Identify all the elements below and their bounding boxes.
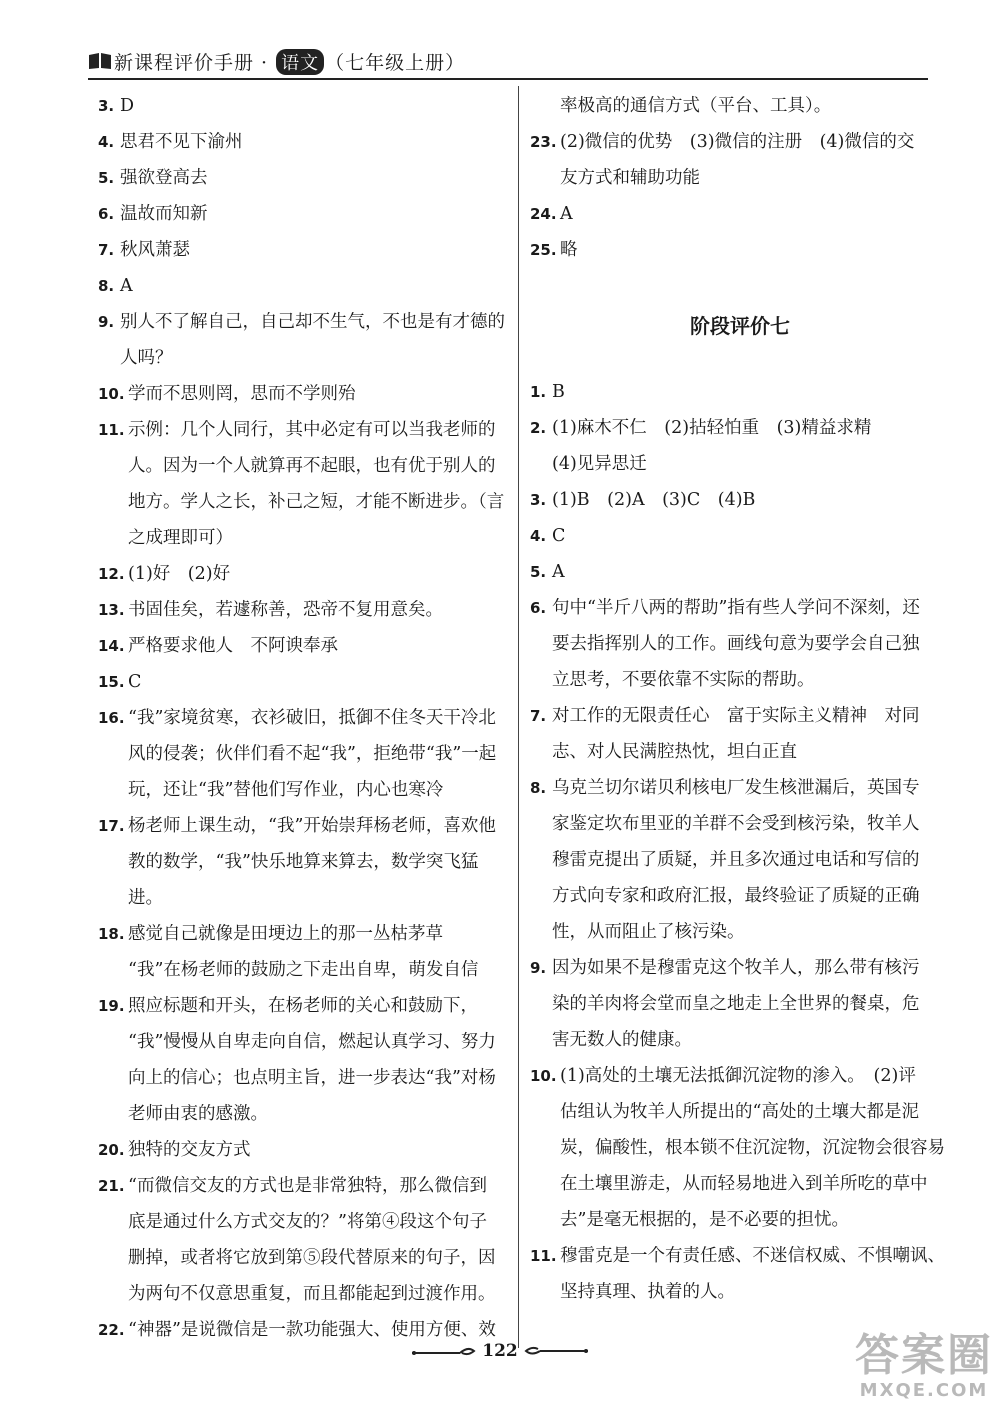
answer-line: C <box>552 526 566 546</box>
answer-number: 19. <box>98 997 125 1015</box>
answer-line: (1)好 (2)好 <box>128 564 231 584</box>
answer-line: 独特的交友方式 <box>128 1140 251 1160</box>
answer-item <box>530 374 950 410</box>
answer-line: 别人不了解自己，自己却不生气，不也是有才德的 <box>120 312 505 332</box>
answer-number: 21. <box>98 1177 125 1195</box>
answer-number: 11. <box>530 1247 557 1265</box>
answer-line: 向上的信心；也点明主旨，进一步表达“我”对杨 <box>128 1068 496 1088</box>
answer-number: 25. <box>530 241 557 259</box>
answer-item <box>98 808 510 916</box>
answer-item <box>98 700 510 808</box>
answer-line: (1)B (2)A (3)C (4)B <box>552 490 756 510</box>
answer-number: 7. <box>530 707 547 725</box>
watermark-cn: 答案圈 <box>855 1330 993 1381</box>
answer-line: “神器”是说微信是一款功能强大、使用方便、效 <box>128 1320 496 1340</box>
answer-line: 地方。学人之长，补己之短，才能不断进步。（言 <box>128 492 505 512</box>
answer-line: 杨老师上课生动，“我”开始崇拜杨老师，喜欢他 <box>128 816 496 836</box>
answer-line: 删掉，或者将它放到第⑤段代替原来的句子，因 <box>128 1248 496 1268</box>
answer-line: 书固佳矣，若遽称善，恐帝不复用意矣。 <box>128 600 443 620</box>
answer-number: 5. <box>530 563 547 581</box>
answer-item <box>98 1132 510 1168</box>
watermark-en: MXQE.COM <box>859 1380 989 1401</box>
answer-number: 8. <box>530 779 547 797</box>
answer-line: C <box>128 672 142 692</box>
answer-item <box>530 590 950 698</box>
answer-line: 方式向专家和政府汇报，最终验证了质疑的正确 <box>552 886 920 906</box>
answer-item <box>98 196 510 232</box>
answer-line: 之成理即可） <box>128 528 233 548</box>
answer-line: 秋风萧瑟 <box>120 240 190 260</box>
answer-line: 炭，偏酸性，根本锁不住沉淀物，沉淀物会很容易 <box>560 1138 945 1158</box>
answer-number: 1. <box>530 383 547 401</box>
answer-line: 思君不见下渝州 <box>120 132 243 152</box>
answer-line: 染的羊肉将会堂而皇之地走上全世界的餐桌，危 <box>552 994 920 1014</box>
subject-badge: 语文 <box>276 49 324 75</box>
answer-number: 3. <box>530 491 547 509</box>
answer-item <box>530 950 950 1058</box>
answer-number: 4. <box>98 133 115 151</box>
answer-line: (4)见异思迁 <box>552 454 647 474</box>
answer-line: B <box>552 382 565 402</box>
answer-line: 志、对人民满腔热忱，坦白正直 <box>552 742 797 762</box>
answer-number: 23. <box>530 133 557 151</box>
answer-line: 示例：几个人同行，其中必定有可以当我老师的 <box>128 420 496 440</box>
answer-line: 性，从而阻止了核污染。 <box>552 922 745 942</box>
answer-line: (2)微信的优势 (3)微信的注册 (4)微信的交 <box>560 132 915 152</box>
answer-line: “我”家境贫寒，衣衫破旧，抵御不住冬天干冷北 <box>128 708 496 728</box>
answer-number: 22. <box>98 1321 125 1339</box>
answer-number: 6. <box>98 205 115 223</box>
answer-line: 对工作的无限责任心 富于实际主义精神 对同 <box>552 706 920 726</box>
page-footer <box>0 1336 1000 1366</box>
answer-item <box>530 554 950 590</box>
answer-line: 友方式和辅助功能 <box>560 168 700 188</box>
answer-line: 风的侵袭；伙伴们看不起“我”，拒绝带“我”一起 <box>128 744 497 764</box>
answer-line: A <box>560 204 573 224</box>
answer-line: 底是通过什么方式交友的？”将第④段这个句子 <box>128 1212 487 1232</box>
answer-number: 11. <box>98 421 125 439</box>
answer-item <box>98 628 510 664</box>
answer-line: 立思考，不要依靠不实际的帮助。 <box>552 670 815 690</box>
answer-number: 4. <box>530 527 547 545</box>
answer-line: 因为如果不是穆雷克这个牧羊人，那么带有核污 <box>552 958 920 978</box>
answer-number: 10. <box>530 1067 557 1085</box>
answer-line: A <box>120 276 133 296</box>
answer-item <box>98 232 510 268</box>
answer-line: 穆雷克提出了质疑，并且多次通过电话和写信的 <box>552 850 920 870</box>
answer-number: 5. <box>98 169 115 187</box>
right-top-list <box>530 88 950 268</box>
answer-item <box>530 770 950 950</box>
ornament-right-icon <box>524 1344 588 1358</box>
answer-line: 在土壤里游走，从而轻易地进入到羊所吃的草中 <box>560 1174 928 1194</box>
answer-item <box>98 88 510 124</box>
answer-line: 乌克兰切尔诺贝利核电厂发生核泄漏后，英国专 <box>552 778 920 798</box>
answer-number: 2. <box>530 419 547 437</box>
answer-number: 10. <box>98 385 125 403</box>
section-title: 阶段评价七 <box>690 314 790 338</box>
answer-number: 24. <box>530 205 557 223</box>
answer-number: 9. <box>98 313 115 331</box>
answer-line: “而微信交友的方式也是非常独特，那么微信到 <box>128 1176 487 1196</box>
answer-line: 为两句不仅意思重复，而且都能起到过渡作用。 <box>128 1284 496 1304</box>
answer-item <box>98 664 510 700</box>
watermark-logo <box>854 1332 994 1408</box>
answer-line: 句中“半斤八两的帮助”指有些人学问不深刻，还 <box>552 598 920 618</box>
answer-line: 坚持真理、执着的人。 <box>560 1282 735 1302</box>
answer-line: 学而不思则罔，思而不学则殆 <box>128 384 356 404</box>
answer-number: 15. <box>98 673 125 691</box>
answer-item <box>530 698 950 770</box>
answer-item <box>98 412 510 556</box>
answer-line: 穆雷克是一个有责任感、不迷信权威、不惧嘲讽、 <box>560 1246 945 1266</box>
answer-item <box>530 1058 950 1238</box>
answer-item <box>98 376 510 412</box>
left-column <box>98 88 510 1348</box>
right-answer-list <box>530 374 950 1310</box>
answer-line: (1)高处的土壤无法抵御沉淀物的渗入。 (2)评 <box>560 1066 916 1086</box>
answer-number: 20. <box>98 1141 125 1159</box>
answer-item <box>98 988 510 1132</box>
answer-number: 9. <box>530 959 547 977</box>
answer-item <box>530 232 950 268</box>
answer-number: 3. <box>98 97 115 115</box>
answer-number: 16. <box>98 709 125 727</box>
page-header <box>88 44 928 80</box>
answer-item <box>98 268 510 304</box>
answer-line: 强欲登高去 <box>120 168 208 188</box>
answer-item <box>530 196 950 232</box>
answer-item <box>530 410 950 482</box>
answer-line: 略 <box>560 240 578 260</box>
answer-item <box>530 518 950 554</box>
answer-item <box>530 482 950 518</box>
answer-item <box>98 304 510 376</box>
answer-line: 家鉴定坎布里亚的羊群不会受到核污染，牧羊人 <box>552 814 920 834</box>
answer-number: 7. <box>98 241 115 259</box>
book-title-main: 新课程评价手册 · <box>114 51 276 74</box>
answer-item <box>98 1168 510 1312</box>
answer-number: 13. <box>98 601 125 619</box>
answer-number: 18. <box>98 925 125 943</box>
answer-line: “我”在杨老师的鼓励之下走出自卑，萌发自信 <box>128 960 479 980</box>
answer-number: 14. <box>98 637 125 655</box>
answer-line: 严格要求他人 不阿谀奉承 <box>128 636 338 656</box>
right-column <box>530 88 950 1310</box>
answer-line: 人吗？ <box>120 348 173 368</box>
answer-line: 害无数人的健康。 <box>552 1030 692 1050</box>
answer-item <box>530 124 950 196</box>
answer-item <box>98 160 510 196</box>
answer-line: 照应标题和开头，在杨老师的关心和鼓励下， <box>128 996 478 1016</box>
answer-number: 12. <box>98 565 125 583</box>
answer-number: 6. <box>530 599 547 617</box>
answer-line: 要去指挥别人的工作。画线句意为要学会自己独 <box>552 634 920 654</box>
answer-item <box>530 88 950 124</box>
answer-line: 去”是毫无根据的，是不必要的担忧。 <box>560 1210 849 1230</box>
answer-item <box>98 556 510 592</box>
book-icon <box>88 52 112 70</box>
answer-line: “我”慢慢从自卑走向自信，燃起认真学习、努力 <box>128 1032 496 1052</box>
answer-item <box>98 124 510 160</box>
answer-line: D <box>120 96 135 116</box>
column-divider <box>518 86 519 1348</box>
answer-number: 8. <box>98 277 115 295</box>
answer-line: (1)麻木不仁 (2)拈轻怕重 (3)精益求精 <box>552 418 872 438</box>
answer-item <box>98 916 510 988</box>
answer-item <box>98 592 510 628</box>
answer-line: 感觉自己就像是田埂边上的那一丛枯茅草 <box>128 924 443 944</box>
book-title <box>114 48 465 75</box>
answer-number: 17. <box>98 817 125 835</box>
answer-line: A <box>552 562 565 582</box>
answer-line: 老师由衷的感激。 <box>128 1104 268 1124</box>
answer-line: 教的数学，“我”快乐地算来算去，数学突飞猛进。 <box>128 852 479 908</box>
answer-line: 估组认为牧羊人所提出的“高处的土壤大都是泥 <box>560 1102 919 1122</box>
answer-line: 率极高的通信方式（平台、工具）。 <box>560 96 832 116</box>
answer-item <box>530 1238 950 1310</box>
page-number: 122 <box>482 1341 518 1361</box>
book-title-grade: （七年级上册） <box>325 51 466 74</box>
answer-line: 人。因为一个人就算再不起眼，也有优于别人的 <box>128 456 496 476</box>
answer-line: 温故而知新 <box>120 204 208 224</box>
answer-line: 玩，还让“我”替他们写作业，内心也寒冷 <box>128 780 444 800</box>
ornament-left-icon <box>412 1344 476 1358</box>
